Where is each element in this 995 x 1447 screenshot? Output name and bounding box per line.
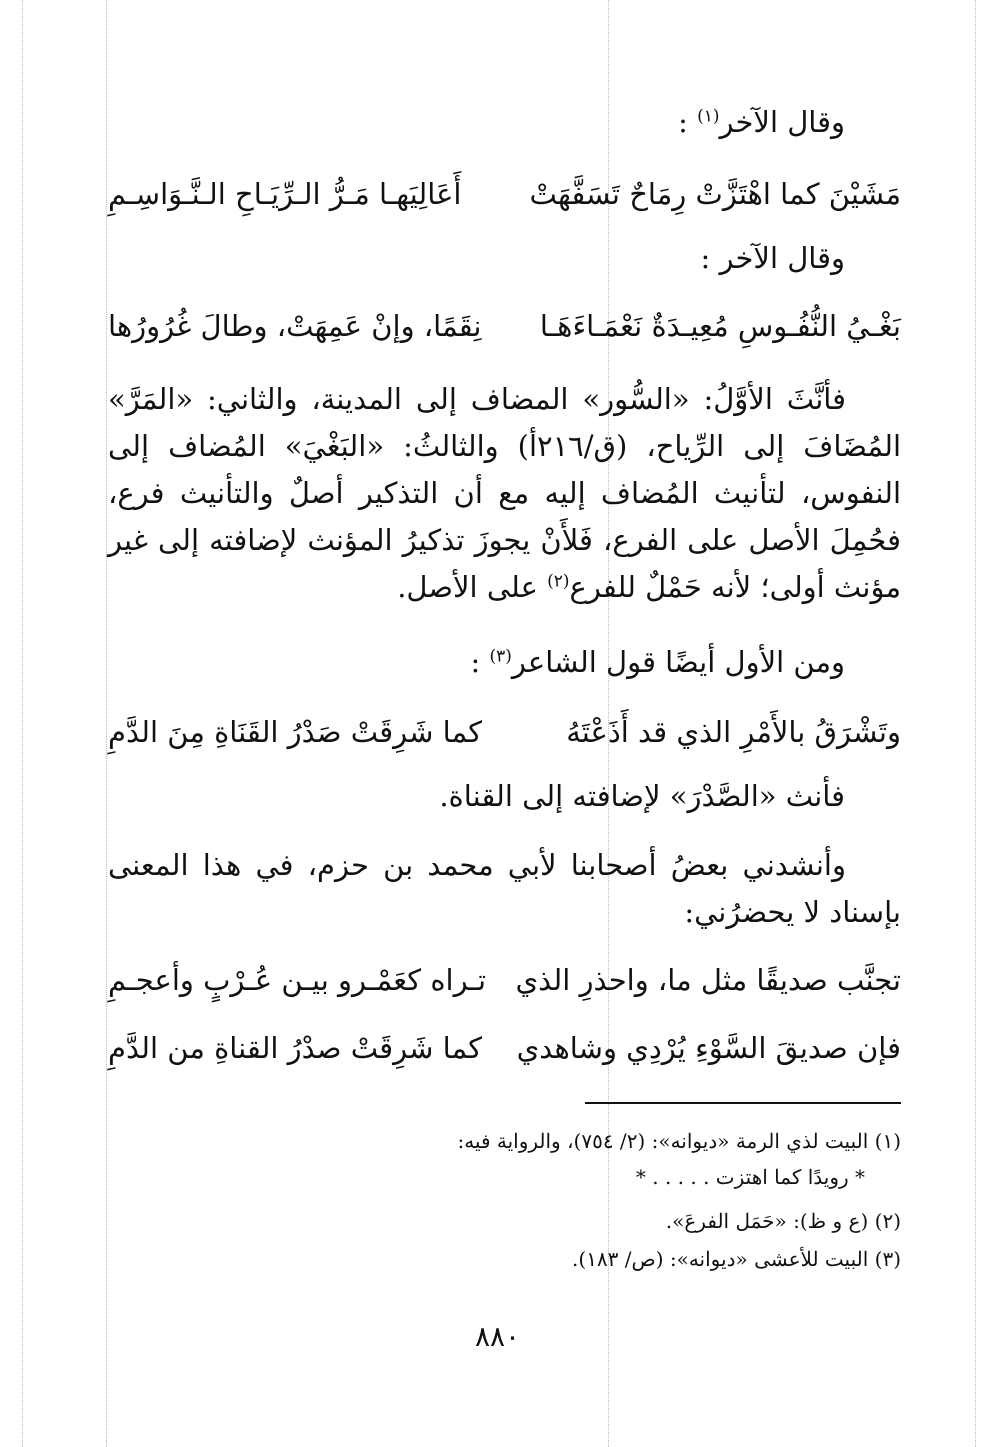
intro-line-3 bbox=[108, 640, 845, 684]
comment-text: فأنث «الصَّدْرَ» لإضافته إلى القناة. bbox=[439, 779, 845, 813]
verse-second-hemistich: كما شَرِقَتْ صدْرُ القناةِ من الدَّمِ bbox=[108, 1031, 483, 1065]
verse-4 bbox=[108, 958, 901, 1002]
verse-first-hemistich: فإن صديقَ السَّوْءِ يُرْدِي وشاهدي bbox=[516, 1031, 901, 1065]
footnote-number: (١) bbox=[874, 1129, 901, 1153]
verse-1 bbox=[108, 172, 901, 216]
intro-text: وقال الآخر bbox=[719, 105, 845, 139]
intro-colon: : bbox=[678, 105, 688, 139]
verse-3 bbox=[108, 710, 901, 754]
intro-text: ومن الأول أيضًا قول الشاعر bbox=[511, 645, 845, 679]
verse-first-hemistich: وتَشْرَقُ بالأَمْرِ الذي قد أَذَعْتَهُ bbox=[566, 715, 901, 749]
footnote-ref: (٣) bbox=[489, 646, 512, 667]
footnote-ref: (١) bbox=[697, 106, 720, 127]
intro-text: وقال الآخر : bbox=[700, 241, 845, 275]
verse-2 bbox=[108, 304, 901, 348]
footnote-1 bbox=[108, 1126, 901, 1156]
verse-second-hemistich: نِقَمًا، وإنْ عَمِهَتْ، وطالَ غُرُورُها bbox=[108, 309, 482, 343]
paragraph-explanation bbox=[108, 376, 901, 611]
intro-colon: : bbox=[470, 645, 481, 679]
intro-line-1 bbox=[108, 100, 845, 144]
verse-5 bbox=[108, 1026, 901, 1070]
intro-line-2 bbox=[108, 236, 845, 280]
paragraph-ibn-hazm bbox=[108, 842, 901, 936]
footnote-separator bbox=[585, 1102, 901, 1104]
verse-second-hemistich: كما شَرِقَتْ صَدْرُ القَنَاةِ مِنَ الدَّمِ bbox=[108, 715, 483, 749]
footnote-text: البيت للأعشى «ديوانه»: (ص/ ١٨٣). bbox=[572, 1247, 869, 1271]
comment-line bbox=[108, 774, 845, 818]
paragraph-text: وأنشدني بعضُ أصحابنا لأبي محمد بن حزم، في هذا المعنى بإسناد لا يحضرُني: bbox=[108, 848, 901, 929]
paragraph-text: فأنَّثَ الأوَّلُ: «السُّور» المضاف إلى المدينة، والثاني: «المَرَّ» المُضَافَ إلى الرِّياح، (ق/٢١٦أ) والثالثُ: «البَغْيَ» المُضاف إلى النفوس، لتأنيث المُضاف إليه مع أن التذكير أصلٌ والتأنيث فرع، فحُمِلَ الأصل على الفرع، فَلأَنْ يجوزَ تذكيرُ المؤنث لإضافته إلى غير مؤنث أولى؛ لأنه حَمْلٌ للفرع bbox=[108, 382, 901, 604]
footnote-1-quote bbox=[108, 1162, 865, 1192]
paragraph-text-end: على الأصل. bbox=[397, 570, 538, 604]
footnote-ref: (٢) bbox=[547, 571, 570, 592]
verse-first-hemistich: مَشَيْنَ كما اهْتَزَّتْ رِمَاحٌ تَسَفَّهَتْ bbox=[529, 177, 901, 211]
footnote-2 bbox=[108, 1206, 901, 1236]
footnote-text: * رويدًا كما اهتزت . . . . . * bbox=[635, 1165, 865, 1189]
footnote-number: (٣) bbox=[874, 1247, 901, 1271]
verse-second-hemistich: أَعَالِيَهـا مَـرُّ الـرِّيَـاحِ الـنَّـوَاسِـمِ bbox=[108, 177, 462, 211]
verse-first-hemistich: بَغْـيُ النُّفُـوسِ مُعِيـدَةٌ نَعْمَـاءَهَـا bbox=[539, 309, 901, 343]
page-number: ٨٨٠ bbox=[474, 1320, 521, 1353]
footnote-number: (٢) bbox=[874, 1209, 901, 1233]
footnote-text: البيت لذي الرمة «ديوانه»: (٢/ ٧٥٤)، والرواية فيه: bbox=[457, 1129, 869, 1153]
verse-second-hemistich: تـراه كعَمْـرو بيـن عُـرْبٍ وأعجـمِ bbox=[108, 963, 487, 997]
verse-first-hemistich: تجنَّب صديقًا مثل ما، واحذرِ الذي bbox=[515, 963, 901, 997]
footnote-text: (ع و ظ): «حَمَل الفرعَ». bbox=[665, 1209, 869, 1233]
footnote-3 bbox=[108, 1244, 901, 1274]
